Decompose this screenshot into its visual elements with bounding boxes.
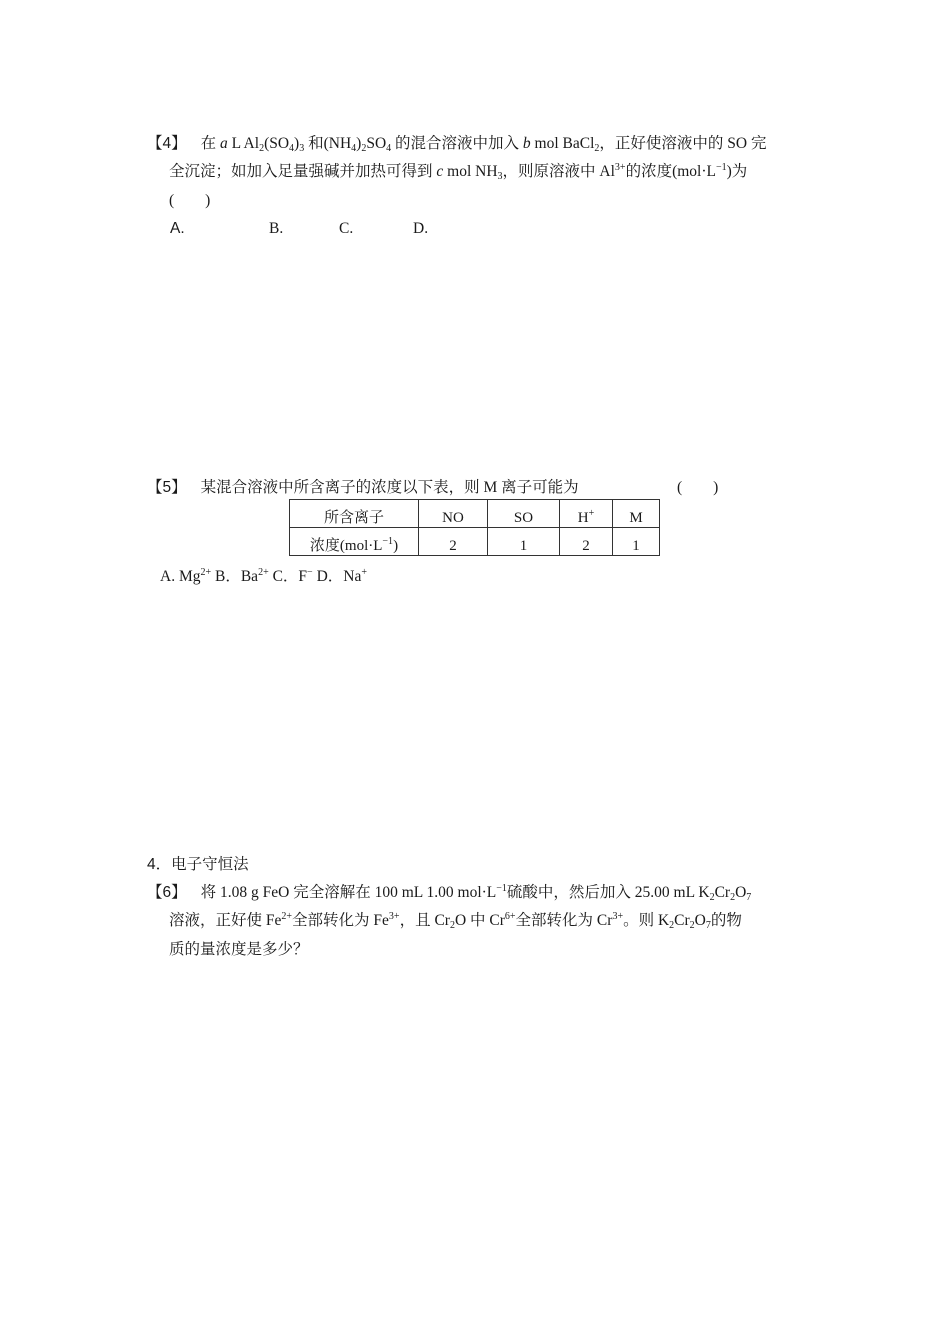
option-text: C．F (268, 568, 308, 585)
superscript: + (588, 508, 595, 519)
q5-option-d[interactable] (313, 568, 367, 585)
subscript: 2 (689, 920, 695, 931)
q4-text: ，则原溶液中 Al (502, 163, 615, 180)
subscript: 2 (449, 920, 455, 931)
var-b: b (522, 135, 531, 152)
option-text: A. Mg (160, 568, 201, 585)
superscript: + (361, 567, 367, 578)
q4-option-b[interactable]: B. (269, 220, 284, 237)
q4-number: 【4】 (147, 135, 187, 152)
q5-option-b[interactable] (211, 568, 269, 585)
subscript: 2 (709, 892, 715, 903)
q6-text: O 中 Cr (454, 912, 505, 929)
q4-line-1 (147, 134, 766, 154)
q4-option-d[interactable]: D. (413, 220, 429, 237)
superscript: 2+ (200, 567, 212, 578)
q6-text: 将 1.08 g FeO 完全溶解在 100 mL 1.00 mol·L (200, 884, 497, 901)
superscript: 2+ (281, 911, 293, 922)
q6-text: Cr (674, 912, 690, 929)
table-cell-ion (488, 500, 560, 528)
q5-line-1 (147, 478, 579, 498)
table-header-label: 所含离子 (290, 500, 419, 528)
q6-text: 的物 (710, 912, 742, 929)
table-cell-value: 1 (488, 528, 560, 556)
option-text: D．Na (312, 568, 362, 585)
q4-text: L Al (227, 135, 260, 152)
var-a: a (220, 135, 228, 152)
subscript: 4 (289, 143, 295, 154)
q4-text: mol NH (443, 163, 498, 180)
ion-m: M (629, 510, 643, 526)
superscript: 3+ (612, 911, 624, 922)
q6-text: O (735, 884, 747, 901)
table-cell-value: 1 (613, 528, 660, 556)
q6-line-1 (147, 883, 751, 903)
ion-no: NO (442, 510, 464, 526)
q4-text: ) (294, 135, 300, 152)
row-label-text: ) (393, 538, 399, 554)
q6-text: ，且 Cr (399, 912, 450, 929)
subscript: 3 (497, 171, 503, 182)
table-cell-ion (613, 500, 660, 528)
q4-text: 的浓度(mol·L (625, 163, 716, 180)
q4-text: ，正好使溶液中的 SO 完 (599, 135, 767, 152)
subscript: 2 (730, 892, 736, 903)
q4-text: 和(NH (304, 135, 352, 152)
subscript: 7 (705, 920, 711, 931)
var-c: c (436, 163, 444, 180)
q5-option-c[interactable] (269, 568, 313, 585)
ion-h: H (577, 510, 589, 526)
q4-option-c[interactable]: C. (339, 220, 354, 237)
q4-answer-paren: ( ) (169, 192, 211, 209)
table-row-label (290, 528, 419, 556)
superscript: 3+ (614, 162, 626, 173)
section-title: 4．电子守恒法 (147, 856, 249, 873)
superscript: −1 (715, 162, 727, 173)
table-cell-ion (419, 500, 488, 528)
q6-line-3: 质的量浓度是多少？ (169, 941, 309, 958)
subscript: 4 (386, 143, 392, 154)
q5-number: 【5】 (147, 479, 187, 496)
q6-text: O (694, 912, 706, 929)
table-row (290, 500, 660, 528)
q6-text: 。则 K (623, 912, 670, 929)
q4-option-a[interactable]: A. (170, 220, 185, 237)
q4-text: ) (356, 135, 362, 152)
q4-text: SO (366, 135, 387, 152)
q6-text: 溶液，正好使 Fe (169, 912, 282, 929)
q5-answer-paren: ( ) (677, 479, 719, 496)
q4-text: 全沉淀；如加入足量强碱并加热可得到 (169, 163, 437, 180)
q4-text: 的混合溶液中加入 (391, 135, 523, 152)
q6-text: 硫酸中，然后加入 25.00 mL K (506, 884, 710, 901)
subscript: 2 (259, 143, 265, 154)
table-cell-value: 2 (560, 528, 613, 556)
q6-line-2 (169, 911, 742, 931)
q5-text: 某混合溶液中所含离子的浓度以下表，则 M 离子可能为 (200, 479, 579, 496)
subscript: 4 (351, 143, 357, 154)
q6-text: 全部转化为 Fe (292, 912, 389, 929)
q5-answer-options (160, 567, 367, 587)
subscript: 3 (299, 143, 305, 154)
row-label-text: 浓度(mol·L (309, 538, 383, 554)
q4-text: )为 (726, 163, 748, 180)
q4-line-2 (169, 162, 747, 182)
table-cell-value: 2 (419, 528, 488, 556)
superscript: −1 (496, 883, 507, 894)
superscript: 3+ (388, 911, 400, 922)
superscript: − (307, 567, 313, 578)
ion-concentration-table (289, 499, 660, 556)
superscript: 2+ (258, 567, 269, 578)
subscript: 2 (361, 143, 367, 154)
superscript: 6+ (504, 911, 516, 922)
q6-text: 全部转化为 Cr (515, 912, 613, 929)
subscript: 2 (594, 143, 600, 154)
q6-text: Cr (714, 884, 731, 901)
q5-option-a[interactable] (160, 568, 211, 585)
table-cell-ion (560, 500, 613, 528)
table-row (290, 528, 660, 556)
q4-text: mol BaCl (530, 135, 595, 152)
q4-text: (SO (264, 135, 290, 152)
q6-number: 【6】 (147, 884, 187, 901)
q4-text: 在 (200, 135, 221, 152)
ion-so: SO (513, 510, 534, 526)
subscript: 2 (669, 920, 675, 931)
subscript: 7 (746, 892, 752, 903)
option-text: B．Ba (211, 568, 259, 585)
superscript: −1 (382, 536, 394, 547)
